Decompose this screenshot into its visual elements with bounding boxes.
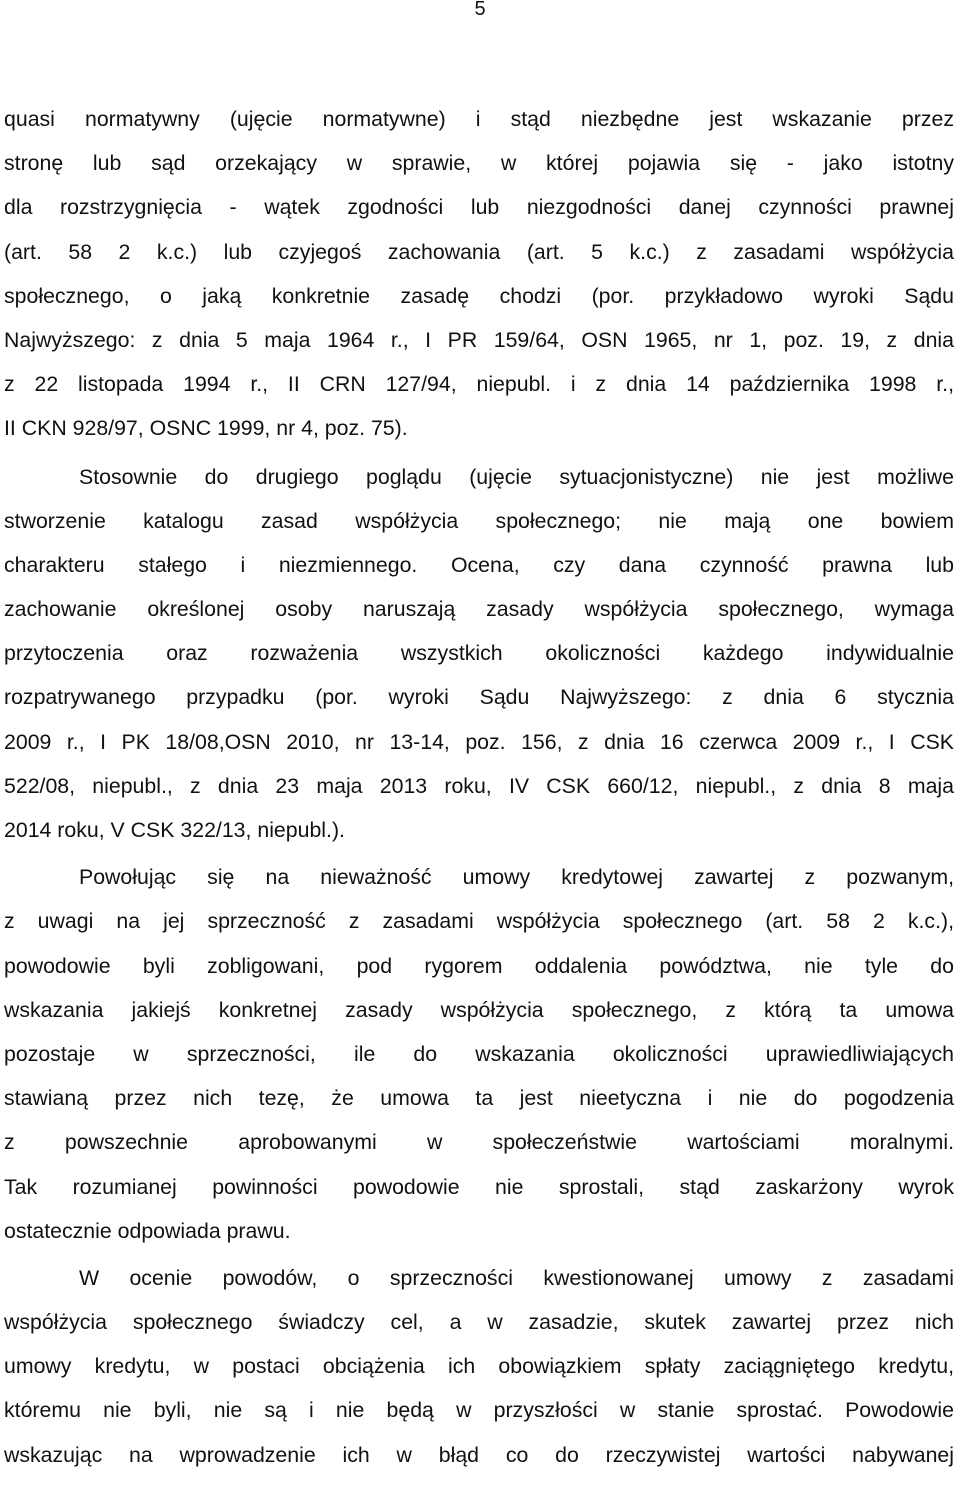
text-line: ostatecznie odpowiada prawu. <box>4 1218 291 1243</box>
text-line: przytoczenia oraz rozważenia wszystkich okoliczności każdego indywidualnie <box>4 641 954 666</box>
text-line: Stosownie do drugiego poglądu (ujęcie sytuacjonistyczne) nie jest możliwe <box>79 464 954 489</box>
text-line: któremu nie byli, nie są i nie będą w przyszłości w stanie sprostać. Powodowie <box>4 1398 954 1423</box>
text-line: współżycia społecznego świadczy cel, a w zasadzie, skutek zawartej przez nich <box>4 1310 954 1335</box>
text-line: 2014 roku, V CSK 322/13, niepubl.). <box>4 818 345 842</box>
text-line: stworzenie katalogu zasad współżycia społecznego; nie mają one bowiem <box>4 508 954 533</box>
text-line: 522/08, niepubl., z dnia 23 maja 2013 roku, IV CSK 660/12, niepubl., z dnia 8 maja <box>4 773 954 798</box>
text-line: z uwagi na jej sprzeczność z zasadami współżycia społecznego (art. 58 2 k.c.), <box>4 909 954 934</box>
page-number: 5 <box>474 0 486 20</box>
text-line: stawianą przez nich tezę, że umowa ta jest nieetyczna i nie do pogodzenia <box>4 1086 954 1111</box>
text-line: charakteru stałego i niezmiennego. Ocena, czy dana czynność prawna lub <box>4 552 954 577</box>
text-line: Najwyższego: z dnia 5 maja 1964 r., I PR 159/64, OSN 1965, nr 1, poz. 19, z dnia <box>4 327 954 352</box>
text-line: pozostaje w sprzeczności, ile do wskazania okoliczności uprawiedliwiających <box>4 1041 954 1066</box>
text-line: rozpatrywanego przypadku (por. wyroki Sądu Najwyższego: z dnia 6 stycznia <box>4 685 954 710</box>
document-body <box>4 97 954 1477</box>
text-line: wskazania jakiejś konkretnej zasady współżycia społecznego, z którą ta umowa <box>4 997 954 1022</box>
text-line: społecznego, o jaką konkretnie zasadę chodzi (por. przykładowo wyroki Sądu <box>4 283 954 308</box>
text-line: dla rozstrzygnięcia - wątek zgodności lub niezgodności danej czynności prawnej <box>4 195 954 220</box>
text-line: z powszechnie aprobowanymi w społeczeństwie wartościami moralnymi. <box>4 1130 954 1155</box>
text-line: zachowanie określonej osoby naruszają zasady współżycia społecznego, wymaga <box>4 597 954 622</box>
text-line: (art. 58 2 k.c.) lub czyjegoś zachowania (art. 5 k.c.) z zasadami współżycia <box>4 239 954 264</box>
text-line: umowy kredytu, w postaci obciążenia ich obowiązkiem spłaty zaciągniętego kredytu, <box>4 1354 954 1379</box>
text-line: wskazując na wprowadzenie ich w błąd co do rzeczywistej wartości nabywanej <box>4 1442 954 1467</box>
paragraph-2 <box>4 455 954 853</box>
text-line: stronę lub sąd orzekający w sprawie, w której pojawia się - jako istotny <box>4 151 954 176</box>
paragraph-3 <box>4 855 954 1253</box>
text-line: z 22 listopada 1994 r., II CRN 127/94, niepubl. i z dnia 14 października 1998 r., <box>4 372 954 397</box>
text-line: Powołując się na nieważność umowy kredytowej zawartej z pozwanym, <box>79 865 954 890</box>
text-line: powodowie byli zobligowani, pod rygorem oddalenia powództwa, nie tyle do <box>4 953 954 978</box>
text-line: II CKN 928/97, OSNC 1999, nr 4, poz. 75). <box>4 416 408 441</box>
text-line: 2009 r., I PK 18/08,OSN 2010, nr 13-14, poz. 156, z dnia 16 czerwca 2009 r., I CSK <box>4 729 954 754</box>
paragraph-1 <box>4 97 954 451</box>
paragraph-4 <box>4 1256 954 1477</box>
text-line: W ocenie powodów, o sprzeczności kwestionowanej umowy z zasadami <box>79 1265 954 1290</box>
text-line: quasi normatywny (ujęcie normatywne) i stąd niezbędne jest wskazanie przez <box>4 107 954 131</box>
text-line: Tak rozumianej powinności powodowie nie sprostali, stąd zaskarżony wyrok <box>4 1174 954 1199</box>
